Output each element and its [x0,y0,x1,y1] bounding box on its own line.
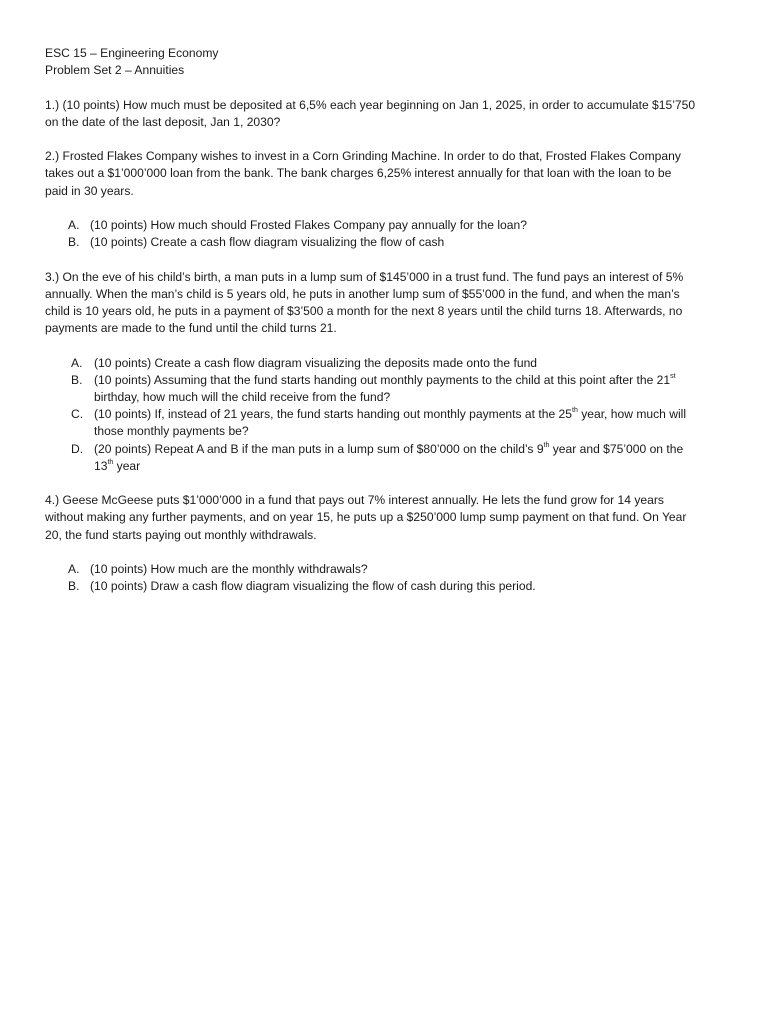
part-text: year and $75’000 on the [549,441,684,456]
part-text: birthday, how much will the child receive from the fund? [94,389,391,404]
document-header [45,45,725,79]
list-marker: B. [71,372,83,387]
question-3-line: annually. When the man’s child is 5 years old, he puts in another lump sum of $55’000 in the fund, and when the man’s [45,286,680,301]
part-text: (20 points) Repeat A and B if the man puts in a lump sum of $80’000 on the child’s 9 [94,441,544,456]
course-title: ESC 15 – Engineering Economy [45,46,219,60]
question-3-line: payments are made to the fund until the child turns 21. [45,321,337,336]
question-4-part-a [45,561,725,578]
ordinal-suffix: st [670,372,676,380]
list-marker: A. [71,355,83,370]
question-2-line: takes out a $1’000’000 loan from the bank. The bank charges 6,25% interest annually for that loan with the loan to be [45,166,672,181]
document-page [45,45,725,613]
list-marker: B. [68,235,80,250]
ordinal-suffix: th [572,407,578,415]
question-1-line: on the date of the last deposit, Jan 1, 2030? [45,114,281,129]
part-text: (10 points) Create a cash flow diagram visualizing the deposits made onto the fund [94,355,538,370]
question-3-part-b [45,372,725,406]
question-4-part-b [45,578,725,595]
question-3-part-d [45,441,725,475]
part-text-line [94,458,725,475]
part-text: those monthly payments be? [94,424,249,439]
problem-set-title: Problem Set 2 – Annuities [45,63,185,78]
question-2 [45,148,725,200]
part-text: (10 points) Create a cash flow diagram visualizing the flow of cash [90,235,445,250]
list-marker: A. [68,217,80,232]
list-marker: B. [68,579,80,594]
part-text: (10 points) Assuming that the fund starts handing out monthly payments to the child at this point after the 21 [94,372,671,387]
question-4-line: 4.) Geese McGeese puts $1’000’000 in a fund that pays out 7% interest annually. He lets the fund grow for 14 years [45,493,664,508]
question-2-parts [45,217,725,251]
part-text: 13 [94,458,108,473]
list-marker: D. [71,441,84,456]
question-4-line: without making any further payments, and on year 15, he puts up a $250’000 lump sump payment on that fund. On Year [45,510,687,525]
part-text: (10 points) If, instead of 21 years, the fund starts handing out monthly payments at the 25 [94,407,572,422]
question-2-part-a [45,217,725,234]
question-4-line: 20, the fund starts paying out monthly withdrawals. [45,527,317,542]
question-3-part-c [45,406,725,440]
part-text: (10 points) How much are the monthly withdrawals? [90,561,368,576]
ordinal-suffix: th [543,441,550,449]
part-text: year [113,458,141,473]
question-3-part-a [45,355,725,372]
question-2-part-b [45,234,725,251]
list-marker: A. [68,561,80,576]
question-3-line: child is 10 years old, he puts in a payment of $3’500 a month for the next 8 years until the child turns 18. Afterwards, no [45,303,683,318]
question-4-parts [45,561,725,595]
question-3 [45,269,725,338]
list-marker: C. [71,407,84,422]
ordinal-suffix: th [107,458,114,466]
question-2-line: paid in 30 years. [45,183,134,198]
part-text: year, how much will [577,407,687,422]
question-3-line: 3.) On the eve of his child’s birth, a man puts in a lump sum of $145’000 in a trust fund. The fund pays an interest of 5% [45,269,684,284]
question-1-line: 1.) (10 points) How much must be deposited at 6,5% each year beginning on Jan 1, 2025, in order to accumulate $15’750 [45,97,696,112]
part-text: (10 points) How much should Frosted Flakes Company pay annually for the loan? [90,217,527,232]
part-text-line [94,372,725,389]
part-text-line [94,406,725,423]
question-2-line: 2.) Frosted Flakes Company wishes to invest in a Corn Grinding Machine. In order to do that, Frosted Flakes Company [45,149,681,164]
question-1 [45,97,725,131]
question-4 [45,492,725,544]
part-text: (10 points) Draw a cash flow diagram visualizing the flow of cash during this period. [90,579,536,594]
part-text-line [94,441,725,458]
question-3-parts [45,355,725,475]
